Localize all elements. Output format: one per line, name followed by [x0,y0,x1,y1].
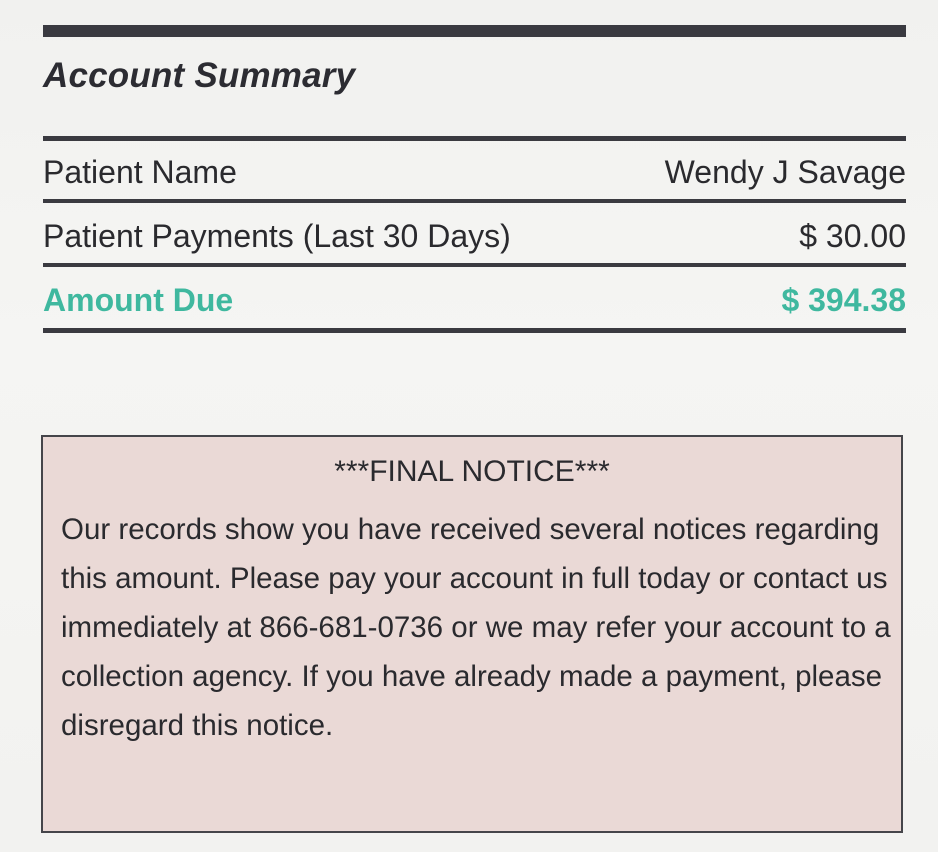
final-notice-heading: ***FINAL NOTICE*** [334,455,610,488]
patient-payments-value: $ 30.00 [799,218,906,254]
patient-payments-row [43,220,906,252]
patient-name-row [43,156,906,188]
patient-name-value: Wendy J Savage [664,154,906,190]
amount-due-row [43,284,906,316]
title-divider [43,136,906,141]
final-notice-body: Our records show you have received several notices regarding this amount. Please pay your account in full today or contact us immediately at 866-681-0736 or we may refer your account to a collection agency. If you have already made a payment, please disregard this notice. [61,513,891,742]
row-divider-1 [43,199,906,203]
amount-due-label: Amount Due [43,282,234,318]
top-divider [43,25,906,37]
final-notice-box [41,435,903,833]
patient-name-label: Patient Name [43,154,237,190]
bottom-divider [43,328,906,333]
row-divider-2 [43,263,906,267]
amount-due-value: $ 394.38 [781,282,906,318]
patient-payments-label: Patient Payments (Last 30 Days) [43,218,511,254]
section-title: Account Summary [43,56,356,95]
